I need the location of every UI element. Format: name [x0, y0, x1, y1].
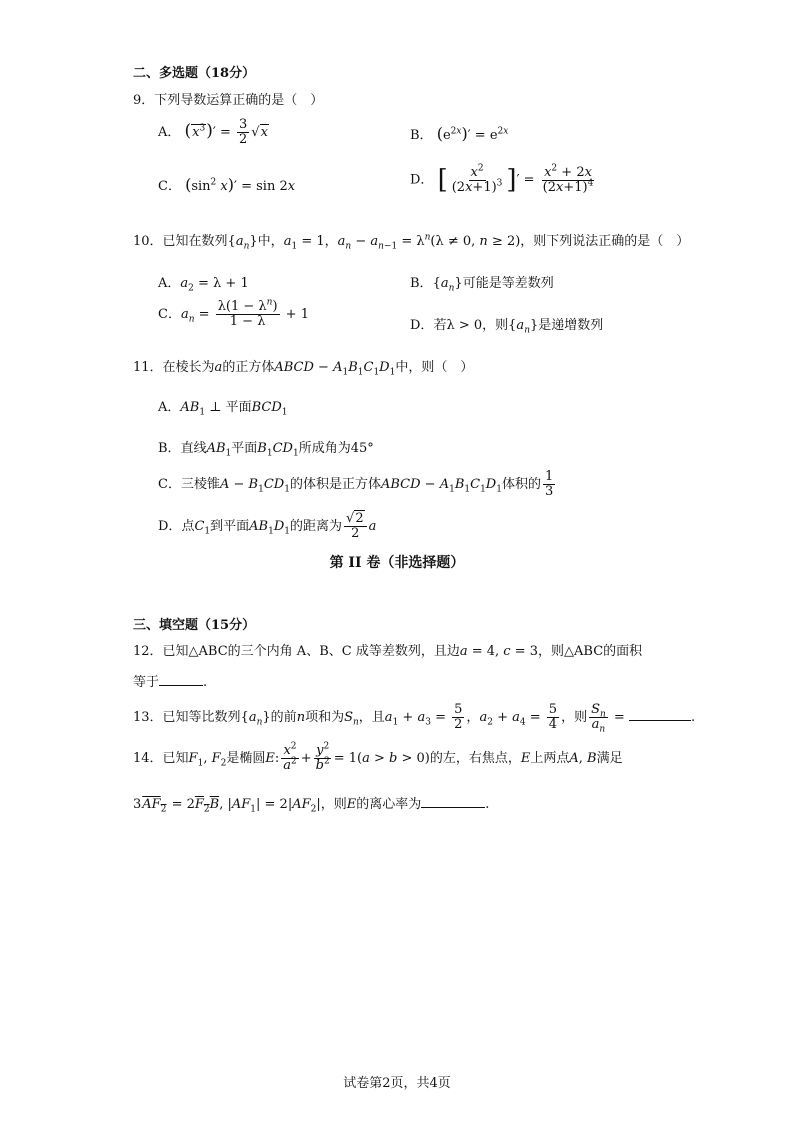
q14-mid2: 的左，右焦点，: [429, 751, 521, 766]
q13-mid1: 的前: [270, 710, 297, 725]
option-label: D．: [410, 172, 434, 188]
option-label: A．: [158, 125, 181, 140]
q11-stem: 11．在棱长为a的正方体ABCD − $A_1B_1C_1D_1$中，则（ ）: [133, 360, 474, 378]
q12-line1-post: ，则△ABC的面积: [538, 644, 643, 659]
answer-blank[interactable]: [629, 709, 691, 721]
q11-a-text: 平面: [225, 400, 252, 415]
q13-mid2: 项和为: [305, 710, 345, 725]
q11-b-text1: 直线: [180, 441, 207, 456]
q11-b-text3: 所成角为45°: [298, 441, 374, 456]
q11-c-text3: 体积的: [501, 477, 541, 492]
option-label: B．: [410, 276, 433, 291]
q13-end: .: [690, 710, 696, 725]
q10-option-a: A．$a_2 = \lambda + 1$: [158, 276, 249, 294]
q11-option-c: C．三棱锥$A - B_1CD_1$的体积是正方体ABCD − $A_1B_1C_1D_1$体积的 $\frac{1}{3}$: [158, 469, 554, 499]
q11-option-a: A．$AB_1$ ⊥ 平面$BCD_1$: [158, 400, 288, 418]
q14-pre: 14．已知: [133, 751, 189, 766]
q11-option-b: B．直线$AB_1$平面$B_1CD_1$所成角为45°: [158, 441, 374, 459]
option-label: C．: [158, 307, 181, 322]
q9-stem: 9．下列导数运算正确的是（ ）: [133, 93, 324, 108]
q11-option-d: D．点$C_1$到平面$AB_1D_1$的距离为 $\frac{√2}{2}$ a: [158, 511, 377, 541]
q11-d-text2: 到平面: [210, 519, 250, 534]
q10-d-text2: ，则: [482, 318, 509, 333]
q11-stem-post: 中，则（ ）: [395, 360, 474, 375]
q10-option-d: D．若λ > 0，则$\{a_n\}$是递增数列: [410, 318, 604, 336]
option-label: A．: [158, 276, 181, 291]
q11-stem-pre: 11．在棱长为: [133, 360, 215, 375]
option-label: C．: [158, 179, 181, 194]
q9-option-c: C． ($\sin^2$ x)′ = sin 2x: [158, 175, 296, 194]
option-label: A．: [158, 400, 181, 415]
q10-d-text1: 若: [433, 318, 447, 333]
q10-option-b: B．$\{a_n\}$可能是等差数列: [410, 276, 554, 294]
answer-blank[interactable]: [159, 674, 203, 686]
q10-stem-pre: 10．已知在数列: [133, 234, 228, 249]
q9-option-a: A． $(x^3)'$ = $\frac{3}{2}$ √x: [158, 117, 268, 147]
q10-stem-post: ，则下列说法正确的是（ ）: [520, 234, 690, 249]
answer-blank[interactable]: [421, 796, 485, 808]
option-label: B．: [410, 128, 433, 143]
q13-mid3: ，且: [358, 710, 385, 725]
q12-end: .: [203, 675, 208, 690]
section-heading-multi: 二、多选题（18分）: [133, 66, 256, 81]
q9-option-d: D． [ $\frac{x^2}{(2x+1)^3}$ ]′ = $\frac{x^2 + 2x}{(2x+1)^4}$: [410, 163, 594, 195]
part2-title: 第 II 卷（非选择题）: [329, 555, 465, 571]
q14-line2: $3AF_2 = 2F_2B$, $|AF_1| = 2|AF_2|$，则E的离心率为 .: [133, 797, 490, 815]
q10-option-c: C．$a_n$ = $\frac{\lambda(1 - \lambda^n)}{1 - \lambda}$ + 1: [158, 297, 309, 329]
q14-mid1: 是椭圆: [226, 751, 266, 766]
option-label: D．: [410, 318, 434, 333]
option-label: C．: [158, 477, 181, 492]
q14-mid4: 满足: [596, 751, 623, 766]
q13-mid4: ，: [466, 710, 480, 725]
option-label: B．: [158, 441, 181, 456]
q10-d-text3: 是递增数列: [538, 318, 604, 333]
q12-line2: [133, 671, 207, 690]
q14-line2-mid: ，则: [320, 797, 347, 812]
section-heading-fill: 三、填空题（15分）: [133, 618, 256, 633]
page-footer: 试卷第2页，共4页: [343, 1076, 451, 1091]
q11-d-text3: 的距离为: [290, 519, 343, 534]
q14-mid3: 上两点: [530, 751, 570, 766]
q12-line2-text: 等于: [133, 675, 160, 690]
q13: 13．已知等比数列$\{a_n\}$的前n项和为$S_n$，且$a_1 + a_3$ = $\frac{5}{2}$ ，$a_2 + a_4$ = $\frac{5}{4}$ ，则 $\frac{S_n}{a_n}$ = .: [133, 702, 696, 735]
q14-line2-post: 的离心率为: [356, 797, 422, 812]
q14-end: .: [485, 797, 490, 812]
q11-d-text1: 点: [181, 519, 195, 534]
q11-c-text1: 三棱锥: [180, 477, 220, 492]
q12-line1: 12．已知△ABC的三个内角 A、B、C 成等差数列，且边a = 4, c = 3，则△ABC的面积: [133, 644, 643, 659]
q10-stem-mid: 中，: [257, 234, 284, 249]
q13-pre: 13．已知等比数列: [133, 710, 241, 725]
q11-c-text2: 的体积是正方体: [289, 477, 381, 492]
q11-stem-mid: 的正方体: [222, 360, 275, 375]
option-label: D．: [158, 519, 182, 534]
q11-b-text2: 平面: [231, 441, 258, 456]
q10-b-text: 可能是等差数列: [462, 276, 554, 291]
q10-stem: 10．已知在数列$\{a_n\}$中，$a_1 = 1$，$a_n - a_{n-1} = \lambda^n(\lambda \ne 0$, n ≥ 2)，则下列说法正确的是（ ）: [133, 232, 690, 252]
q13-mid5: ，则: [561, 710, 588, 725]
q9-option-b: B． $(e^{2x})' = e^{2x}$: [410, 124, 509, 143]
q14-line1: 14．已知$F_1$, $F_2$是椭圆E: $\frac{x^2}{a^2}$ + $\frac{y^2}{b^2}$ = 1(a > b > 0)的左，右焦点，E上两点A, B满足: [133, 741, 623, 773]
q12-line1-pre: 12．已知△ABC的三个内角 A、B、C 成等差数列，且边: [133, 644, 460, 659]
